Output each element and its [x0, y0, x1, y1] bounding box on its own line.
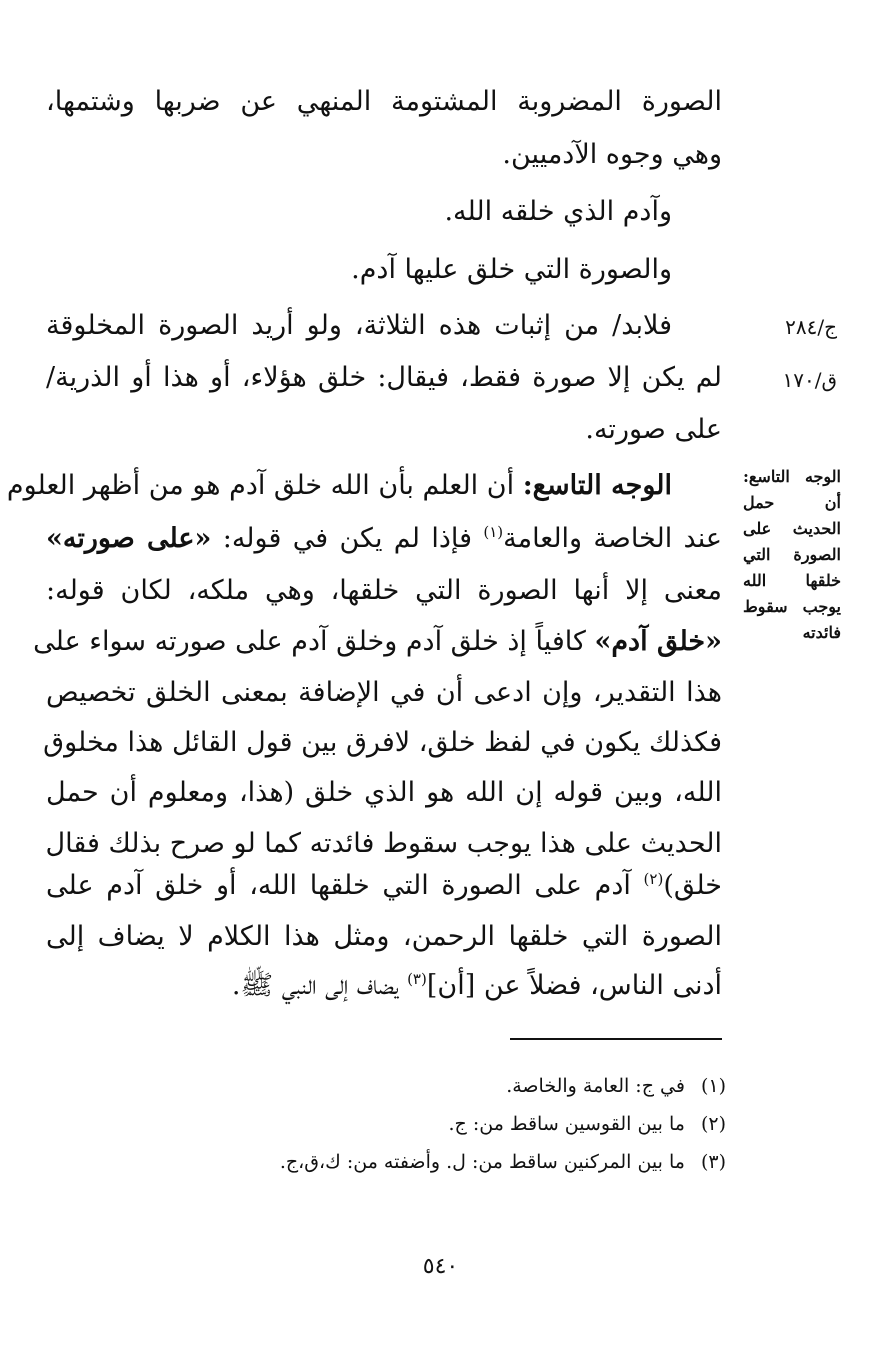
- text-line-1: الصورة المضروبة المشتومة المنهي عن ضربها وشتمها،: [46, 86, 722, 117]
- quoted-phrase: «على صورته»: [46, 523, 212, 554]
- margin-reference-jim: ج/٢٨٤: [785, 315, 837, 339]
- text-segment: يضاف إلى النبي ﷺ.: [231, 970, 408, 1001]
- text-line-6: لم يكن إلا صورة فقط، فيقال: خلق هؤلاء، أو هذا أو الذرية/: [46, 362, 722, 393]
- text-line-12: هذا التقدير، وإن ادعى أن في الإضافة بمعنى الخلق تخصيص: [46, 677, 722, 708]
- footnote-1: [506, 1072, 726, 1100]
- text-line-9: [46, 519, 722, 559]
- footnote-3: [280, 1148, 726, 1176]
- text-segment: خلق): [663, 870, 722, 901]
- text-line-13: فكذلك يكون في لفظ خلق، لافرق بين قول القائل هذا مخلوق: [43, 727, 722, 758]
- text-line-11: [33, 622, 722, 662]
- footnote-number: (١): [700, 1075, 726, 1097]
- text-line-14: الله، وبين قوله إن الله هو الذي خلق (هذا، ومعلوم أن حمل: [46, 777, 722, 808]
- text-line-17: الصورة التي خلقها الرحمن، ومثل هذا الكلام لا يضاف إلى: [46, 921, 722, 952]
- text-line-10: معنى إلا أنها الصورة التي خلقها، وهي ملكه، لكان قوله:: [46, 575, 722, 606]
- text-segment: أدنى الناس، فضلاً عن [أن]: [426, 970, 722, 1001]
- footnote-text: في ج: العامة والخاصة.: [506, 1075, 685, 1097]
- text-segment: فإذا لم يكن في قوله:: [211, 523, 484, 554]
- text-line-15: الحديث على هذا يوجب سقوط فائدته كما لو صرح بذلك فقال: [45, 828, 722, 859]
- text-line-5: فلابد/ من إثبات هذه الثلاثة، ولو أريد الصورة المخلوقة: [46, 310, 672, 341]
- text-segment: عند الخاصة والعامة: [503, 523, 722, 554]
- footnote-marker-1: (١): [483, 523, 504, 541]
- page-number: ٥٤٠: [422, 1254, 459, 1279]
- side-note: الوجه التاسع: أن حمل الحديث على الصورة التي خلقها الله يوجب سقوط فائدته: [743, 467, 841, 642]
- text-line-18: [232, 966, 722, 1006]
- text-line-4: والصورة التي خلق عليها آدم.: [351, 254, 672, 285]
- footnote-2: [449, 1110, 727, 1138]
- footnote-marker-2: (٢): [643, 870, 664, 888]
- footnote-text: ما بين المركنين ساقط من: ل. وأضفته من: ك،ق،ج.: [279, 1151, 685, 1173]
- quoted-phrase: «خلق آدم»: [594, 626, 722, 657]
- footnote-marker-3: (٣): [407, 970, 427, 988]
- text-line-16: [46, 866, 722, 906]
- footnote-separator: [510, 1038, 722, 1040]
- text-segment: آدم على الصورة التي خلقها الله، أو خلق آدم على: [46, 870, 644, 901]
- footnote-number: (٣): [700, 1151, 726, 1173]
- text-line-8: [6, 466, 672, 506]
- section-heading: الوجه التاسع:: [522, 470, 672, 501]
- footnote-text: ما بين القوسين ساقط من: ج.: [448, 1113, 685, 1135]
- text-line-2: وهي وجوه الآدميين.: [502, 139, 722, 170]
- text-segment: كافياً إذ خلق آدم وخلق آدم على صورته سواء على: [33, 626, 595, 657]
- text-line-3: وآدم الذي خلقه الله.: [444, 196, 672, 227]
- margin-reference-qaf: ق/١٧٠: [782, 368, 837, 392]
- text-segment: أن العلم بأن الله خلق آدم هو من أظهر العلوم: [6, 470, 523, 501]
- footnote-number: (٢): [700, 1113, 726, 1135]
- text-line-7: على صورته.: [585, 414, 722, 445]
